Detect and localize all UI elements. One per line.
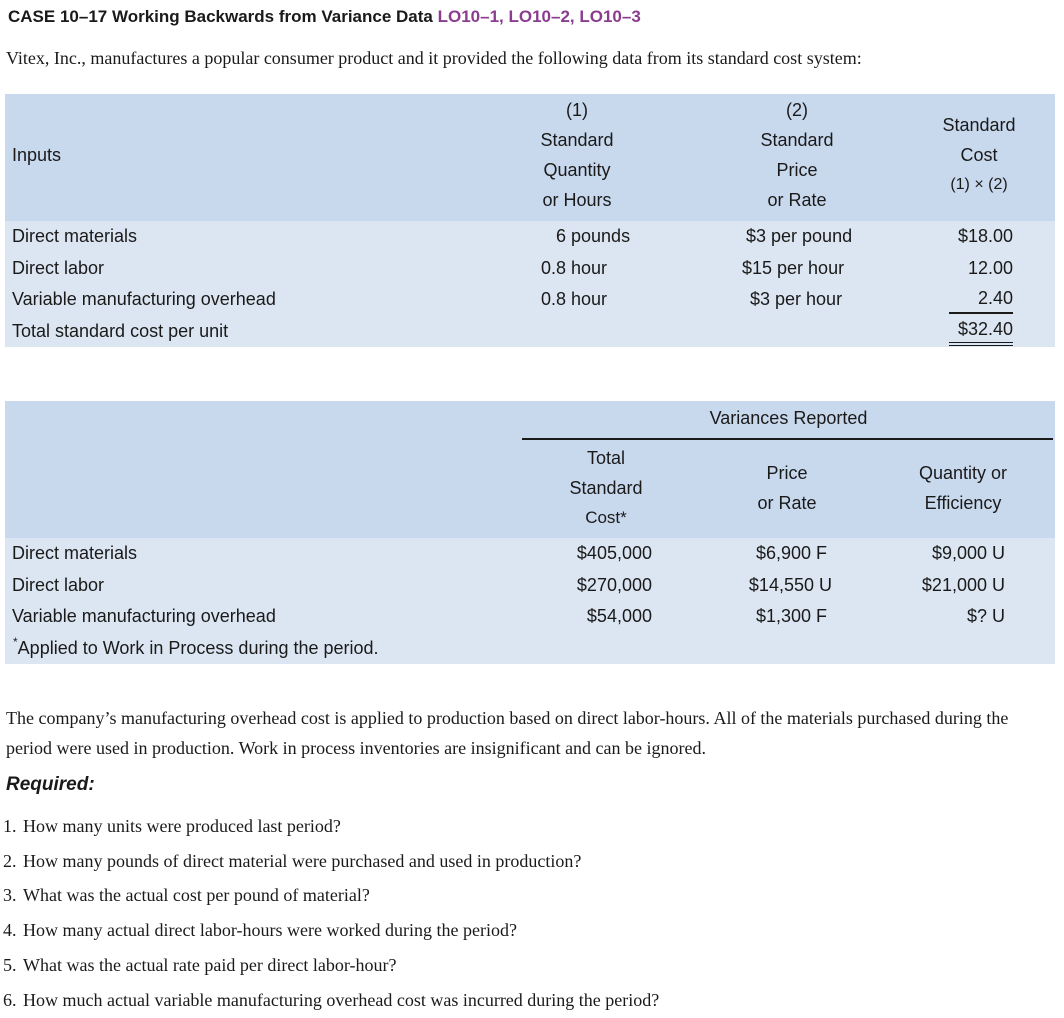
header-rule — [522, 438, 1053, 440]
col-standard-quantity-header: (1) Standard Quantity or Hours — [540, 100, 614, 210]
total-standard-cost: $405,000 — [576, 543, 652, 563]
standard-cost-table — [5, 94, 1055, 347]
row-label: Variable manufacturing overhead — [12, 606, 276, 626]
row-label: Direct materials — [12, 226, 138, 246]
variance-table-body — [5, 538, 1055, 664]
total-label: Total standard cost per unit — [12, 321, 229, 341]
standard-price: $3 per hour — [750, 289, 843, 309]
question-text: How many pounds of direct material were purchased and used in production? — [23, 851, 582, 871]
variances-reported-header: Variances Reported — [709, 408, 868, 428]
question-item — [3, 848, 581, 874]
intro-text: Vitex, Inc., manufactures a popular consumer product and it provided the following data from its standard cost system: — [6, 48, 862, 68]
question-item — [3, 987, 659, 1013]
question-number: 5. — [3, 955, 17, 975]
row-label: Direct labor — [12, 575, 105, 595]
question-text: How many units were produced last period? — [23, 816, 341, 836]
required-heading: Required: — [6, 774, 95, 795]
quantity-variance: $21,000 U — [921, 575, 1005, 595]
standard-table-body — [5, 221, 1055, 347]
inputs-label: Inputs — [12, 145, 62, 165]
variance-table-header — [5, 401, 1055, 538]
total-standard-cost: $54,000 — [586, 606, 652, 626]
case-heading: CASE 10–17 Working Backwards from Variance Data — [8, 7, 433, 26]
col-total-standard-cost-header: Total Standard Cost* — [569, 448, 643, 527]
col-standard-cost-header: Standard Cost (1) × (2) — [942, 115, 1016, 193]
question-number: 6. — [3, 990, 17, 1010]
standard-cost: 2.40 — [949, 284, 1013, 314]
question-text: How many actual direct labor-hours were worked during the period? — [23, 920, 517, 940]
standard-price: $3 per pound — [746, 226, 853, 246]
standard-cost: 12.00 — [967, 258, 1013, 278]
question-number: 1. — [3, 816, 17, 836]
price-variance: $14,550 U — [748, 575, 832, 595]
footnote — [13, 633, 379, 665]
col-standard-price-header: (2) Standard Price or Rate — [760, 100, 834, 210]
learning-objectives: LO10–1, LO10–2, LO10–3 — [437, 7, 641, 26]
row-label: Direct materials — [12, 543, 138, 563]
case-title — [8, 7, 641, 27]
standard-quantity: 6 pounds — [556, 226, 631, 246]
assumptions-paragraph: The company’s manufacturing overhead cost is applied to production based on direct labor-hours. All of the materials purchased during the period were used in production. Work in process inventories are insignificant and can be ignored. — [6, 708, 1009, 758]
question-item — [3, 952, 396, 978]
row-label: Direct labor — [12, 258, 105, 278]
standard-price: $15 per hour — [742, 258, 845, 278]
price-variance: $1,300 F — [755, 606, 827, 626]
question-number: 3. — [3, 885, 17, 905]
question-number: 4. — [3, 920, 17, 940]
footnote-mark: * — [13, 635, 18, 649]
question-item — [3, 813, 341, 839]
variance-table — [5, 401, 1055, 664]
standard-table-header — [5, 94, 1055, 221]
total-standard-cost: $270,000 — [576, 575, 652, 595]
row-label: Variable manufacturing overhead — [12, 289, 276, 309]
question-item — [3, 917, 517, 943]
question-text: How much actual variable manufacturing overhead cost was incurred during the period? — [23, 990, 660, 1010]
question-text: What was the actual cost per pound of material? — [23, 885, 370, 905]
price-variance: $6,900 F — [755, 543, 827, 563]
standard-quantity: 0.8 hour — [541, 258, 608, 278]
quantity-variance: $? U — [966, 606, 1005, 626]
col-quantity-efficiency-header: Quantity or Efficiency — [918, 463, 1008, 513]
total-standard-cost: $32.40 — [949, 316, 1013, 346]
col-price-rate-header: Price or Rate — [757, 463, 817, 513]
standard-quantity: 0.8 hour — [541, 289, 608, 309]
quantity-variance: $9,000 U — [931, 543, 1005, 563]
standard-cost: $18.00 — [957, 226, 1013, 246]
question-number: 2. — [3, 851, 17, 871]
question-item — [3, 882, 370, 908]
question-text: What was the actual rate paid per direct labor-hour? — [23, 955, 397, 975]
footnote-text: Applied to Work in Process during the period. — [17, 638, 379, 658]
